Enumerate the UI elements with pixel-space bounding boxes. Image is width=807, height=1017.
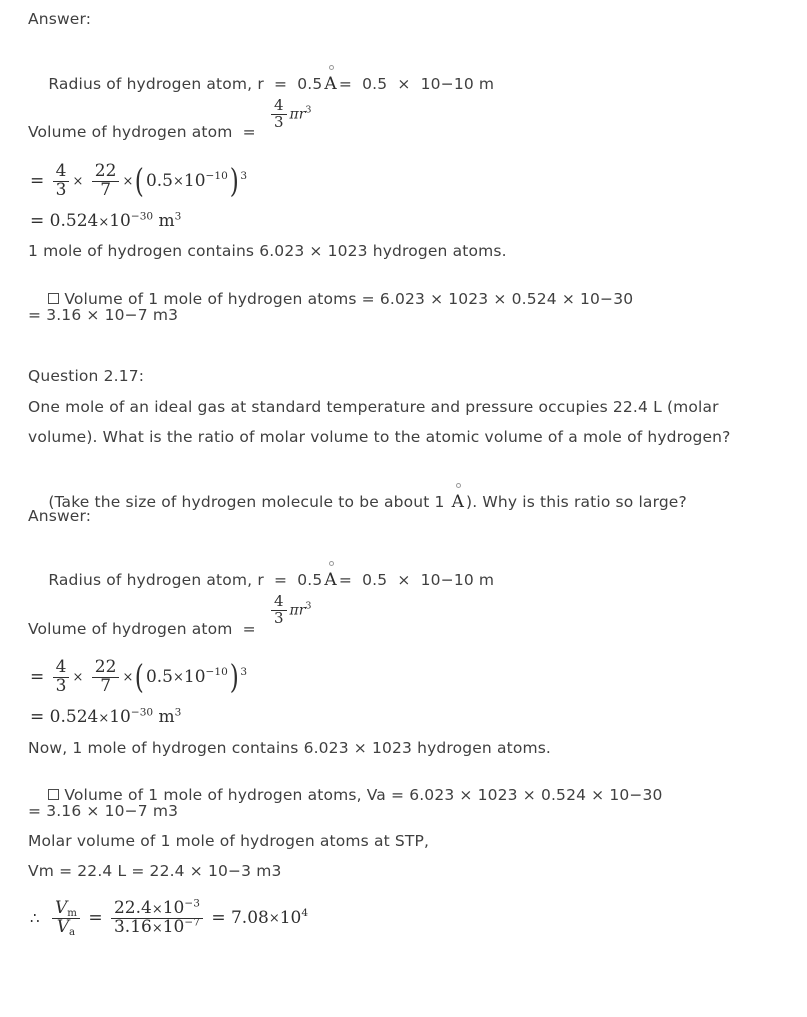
- eq1a-num1: 4: [55, 161, 67, 181]
- angstrom-icon: A: [324, 73, 337, 94]
- eq2a-num2: 22: [94, 657, 117, 677]
- eq1a-frac-4-3: [50, 163, 73, 200]
- take-line-prefix: (Take the size of hydrogen molecule to be about 1: [48, 492, 445, 511]
- eq2a-ten-exp: −10: [205, 666, 228, 679]
- ratio-equals-2: =: [211, 908, 226, 929]
- radius-suffix-1: = 0.5 × 10−10 m: [338, 74, 495, 93]
- vm-line: Vm = 22.4 L = 22.4 × 10−3 m3: [28, 862, 282, 880]
- ratio-lhs-den: [52, 918, 80, 937]
- eq2a-frac-22-7: [89, 659, 123, 696]
- angstrom-icon: A: [451, 491, 465, 512]
- eq2b-unit-exp: 3: [174, 706, 182, 719]
- fraction-four-thirds-1: [268, 98, 290, 131]
- eq2a-frac-4-3: [50, 659, 73, 696]
- ratio-result-exp: 4: [301, 907, 309, 920]
- va-symbol: V: [56, 916, 70, 937]
- eq2a-times2: ×: [122, 669, 134, 685]
- pi-r-symbol-1: πr: [289, 106, 306, 123]
- eq2a-base: 0.5: [145, 667, 173, 688]
- fraction-four-thirds-2: [268, 594, 290, 627]
- eq1a-frac-22-7: [89, 163, 123, 200]
- eq2a-outer-exp: 3: [240, 666, 248, 679]
- ratio-result-ten: 10: [279, 908, 302, 929]
- eq1b-unit: m: [158, 211, 175, 231]
- eq1a-outer-exp: 3: [240, 170, 248, 183]
- eq1a-open-paren: (: [135, 162, 145, 201]
- angstrom-icon: A: [324, 569, 337, 590]
- ratio-rhs-num: [111, 897, 203, 918]
- volume-label-2: Volume of hydrogen atom =: [28, 620, 256, 638]
- volume-mole-text-1: Volume of 1 mole of hydrogen atoms = 6.023 × 1023 × 0.524 × 10−30: [64, 289, 634, 308]
- radius-suffix-2: = 0.5 × 10−10 m: [338, 570, 495, 589]
- fraction-denominator: 3: [271, 610, 287, 627]
- therefore-box-icon: [48, 293, 59, 304]
- eq2b-unit: m: [158, 707, 175, 727]
- eq1a-ten-exp: −10: [205, 170, 228, 183]
- fraction-numerator: 4: [274, 96, 284, 114]
- volume-label-1: Volume of hydrogen atom =: [28, 123, 256, 141]
- equation-2a: [30, 659, 247, 696]
- fraction-numerator: 4: [274, 592, 284, 610]
- eq1a-base: 0.5: [145, 171, 173, 192]
- eq2a-open-paren: (: [135, 658, 145, 697]
- radius-prefix-1: Radius of hydrogen atom, r = 0.5: [48, 74, 323, 93]
- eq1a-times3: ×: [173, 173, 184, 189]
- eq1a-ten: 10: [183, 171, 206, 192]
- ratio-rhs-fraction: [108, 897, 206, 937]
- ratio-result-value: 7.08: [230, 908, 269, 929]
- eq1a-times2: ×: [122, 173, 134, 189]
- ratio-lhs-fraction: [49, 900, 83, 937]
- volume-formula-1: [268, 98, 311, 131]
- rhs-num-ten: 10: [162, 898, 185, 918]
- ratio-equals-1: =: [88, 908, 103, 929]
- ratio-equation: [30, 897, 309, 938]
- rhs-den-times: ×: [151, 920, 163, 936]
- eq1b-value: 0.524: [49, 211, 99, 231]
- molar-volume-line: Molar volume of 1 mole of hydrogen atoms at STP,: [28, 832, 430, 850]
- eq2b-ten: 10: [109, 707, 131, 727]
- eq1a-equals: =: [30, 171, 45, 192]
- ratio-result-times: ×: [268, 910, 280, 926]
- equation-1a: [30, 163, 247, 200]
- eq1b-ten-exp: −30: [130, 210, 154, 223]
- eq2a-equals: =: [30, 667, 45, 688]
- eq2b-ten-exp: −30: [130, 706, 154, 719]
- result-line-2: = 3.16 × 10−7 m3: [28, 802, 179, 820]
- radius-prefix-2: Radius of hydrogen atom, r = 0.5: [48, 570, 323, 589]
- result-line-1: = 3.16 × 10−7 m3: [28, 306, 179, 324]
- volume-mole-text-2: Volume of 1 mole of hydrogen atoms, Va = 6.023 × 1023 × 0.524 × 10−30: [64, 785, 663, 804]
- rhs-num-exp: −3: [184, 897, 200, 910]
- eq1a-times1: ×: [72, 173, 84, 189]
- eq2b-times: ×: [98, 711, 110, 726]
- pi-r-exponent-1: 3: [305, 104, 312, 116]
- eq1b-ten: 10: [109, 211, 131, 231]
- eq2a-den1: 3: [53, 677, 70, 696]
- take-line-suffix: ). Why is this ratio so large?: [466, 492, 687, 511]
- rhs-num-times: ×: [151, 902, 163, 917]
- pi-r-exponent-2: 3: [305, 600, 312, 612]
- eq2a-times3: ×: [173, 669, 184, 685]
- eq1a-den2: 7: [92, 181, 120, 200]
- eq1a-num2: 22: [94, 161, 117, 181]
- question-number: Question 2.17:: [28, 367, 145, 385]
- therefore-box-icon: [48, 789, 59, 800]
- equation-1b: [30, 211, 181, 231]
- eq1a-close-paren: ): [229, 162, 239, 201]
- ratio-lhs-num: [52, 900, 80, 918]
- radius-line-2: [28, 556, 494, 604]
- vm-subscript: m: [67, 907, 77, 919]
- eq1b-unit-exp: 3: [174, 210, 182, 223]
- va-subscript: a: [69, 926, 76, 938]
- question-take-line: [28, 478, 687, 526]
- eq2a-close-paren: ): [229, 658, 239, 697]
- equation-2b: [30, 707, 181, 727]
- ratio-rhs-den: [111, 918, 203, 937]
- eq2a-den2: 7: [92, 677, 120, 696]
- mole-line-2: Now, 1 mole of hydrogen contains 6.023 × 1023 hydrogen atoms.: [28, 739, 552, 757]
- mole-line-1: 1 mole of hydrogen contains 6.023 × 1023 hydrogen atoms.: [28, 242, 507, 260]
- rhs-den-exp: −7: [184, 916, 200, 929]
- rhs-den-value: 3.16: [113, 916, 152, 937]
- answer-label-2: Answer:: [28, 507, 92, 525]
- vm-symbol: V: [54, 898, 68, 918]
- eq2b-equals: =: [30, 707, 45, 727]
- eq2a-ten: 10: [183, 667, 206, 688]
- eq2b-value: 0.524: [49, 707, 99, 727]
- question-body-line-2: volume). What is the ratio of molar volume to the atomic volume of a mole of hydrogen?: [28, 428, 731, 446]
- eq2a-times1: ×: [72, 669, 84, 685]
- pi-r-symbol-2: πr: [289, 602, 306, 619]
- fraction-denominator: 3: [271, 114, 287, 131]
- question-body-line-1: One mole of an ideal gas at standard temperature and pressure occupies 22.4 L (molar: [28, 398, 719, 416]
- eq1b-times: ×: [98, 215, 110, 230]
- eq1b-equals: =: [30, 211, 45, 231]
- radius-line-1: [28, 60, 494, 108]
- volume-formula-2: [268, 594, 311, 627]
- therefore-symbol: ∴: [30, 909, 40, 928]
- eq2a-num1: 4: [55, 657, 67, 677]
- answer-label-1: Answer:: [28, 10, 92, 28]
- rhs-den-ten: 10: [162, 916, 185, 937]
- eq1a-den1: 3: [53, 181, 70, 200]
- rhs-num-value: 22.4: [113, 898, 152, 918]
